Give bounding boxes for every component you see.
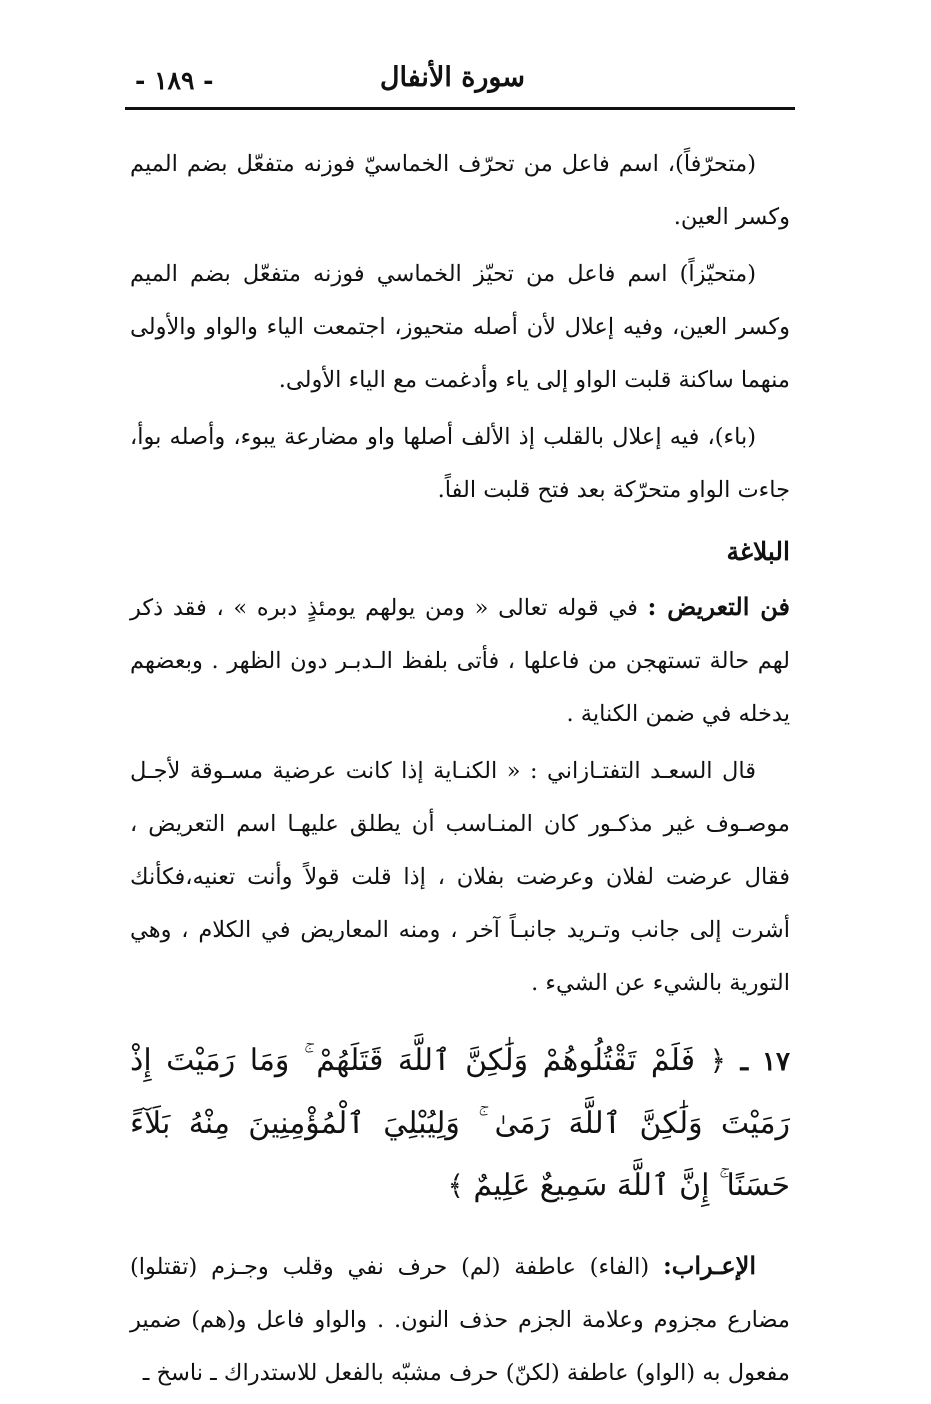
verse-text: فَلَمْ تَقْتُلُوهُمْ وَلَٰكِنَّ ٱللَّهَ قَتَلَهُمْ ۚ وَمَا رَمَيْتَ إِذْ رَمَيْتَ وَلَٰكِنَّ ٱللَّهَ رَمَىٰ ۚ وَلِيُبْلِيَ ٱلْمُؤْمِنِينَ مِنْهُ بَلَآءً حَسَنًا ۚ إِنَّ ٱللَّهَ سَمِيعٌ عَلِيمٌ [130,1043,790,1203]
irab-paragraph [130,1239,790,1400]
balagha-paragraph-2: قال السعـد التفتـازاني : « الكنـاية إذا كانت عرضية مسـوقة لأجـل موصـوف غير مذكـور كان المنـاسب أن يطلق عليهـا اسم التعريض ، فقال عرضت لفلان وعرضت بفلان ، إذا قلت قولاً وأنت تعنيه،فكأنك أشرت إلى جانب وتـريد جانبـاً آخر ، ومنه المعاريض في الكلام ، وهي التورية بالشيء عن الشيء . [130,758,790,996]
paragraph-baa: (باء)، فيه إعلال بالقلب إذ الألف أصلها واو مضارعة يبوء، وأصله بوأ، جاءت الواو متحرّكة بعد فتح قلبت الفاً. [130,424,790,503]
irab-term: الإعـراب: [662,1251,757,1280]
surah-title: سورة الأنفال [379,62,525,93]
verse-close-bracket: ﴾ [447,1169,464,1202]
balagha-paragraph-1 [130,580,790,741]
header-rule [125,107,795,110]
paragraph-mutaharrifan: (متحرّفاً)، اسم فاعل من تحرّف الخماسيّ فوزنه متفعّل بضم الميم وكسر العين. [130,151,790,230]
balagha-text-1: في قوله تعالى « ومن يولهم يومئذٍ دبره » ، فقد ذكر لهم حالة تستهجن من فاعلها ، فأتى بلفظ الـدبـر دون الظهر . وبعضهم يدخله في ضمن الكناية . [130,595,790,727]
page-number: - ١٨٩ - [135,66,214,95]
page-header [125,56,795,110]
quran-verse [130,1030,790,1217]
verse-open-bracket: ﴿ [709,1044,726,1077]
verse-number: ١٧ ـ [740,1047,790,1077]
balagha-term: فن التعريض : [647,592,791,621]
paragraph-mutahayyizan: (متحيّزاً) اسم فاعل من تحيّز الخماسي فوزنه متفعّل بضم الميم وكسر العين، وفيه إعلال لأن أصله متحيوز، اجتمعت الياء والواو والأولى منهما ساكنة قلبت الواو إلى ياء وأدغمت مع الياء الأولى. [130,261,790,393]
page-body [130,138,790,1404]
irab-text: (الفاء) عاطفة (لم) حرف نفي وقلب وجـزم (تقتلوا) مضارع مجزوم وعلامة الجزم حذف النون. . والواو فاعل و(هم) ضمير مفعول به (الواو) عاطفة (لكنّ) حرف مشبّه بالفعل للاستدراك ـ ناسخ ـ [130,1254,790,1386]
balagha-heading: البلاغة [726,537,790,566]
